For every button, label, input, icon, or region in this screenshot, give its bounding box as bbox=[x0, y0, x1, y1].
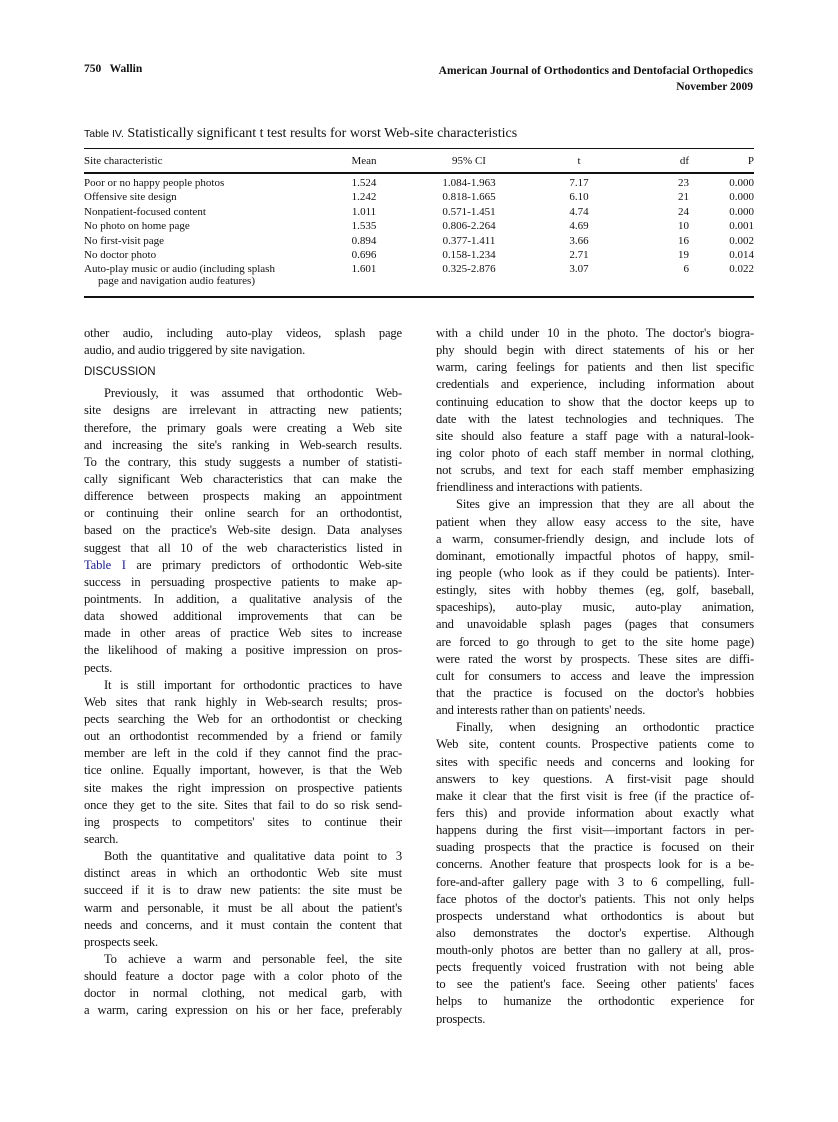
cell-text: 24 bbox=[678, 205, 689, 218]
table-top-rule bbox=[84, 148, 754, 149]
cell-mean bbox=[334, 220, 394, 234]
text-line: date with the latest technologies and techniques. The bbox=[436, 411, 754, 426]
cell-text: 3.07 bbox=[569, 263, 589, 276]
text-line: other audio, including auto-play videos, splash page bbox=[84, 326, 402, 340]
text-line: warm and personable, it must be all about the patient's bbox=[84, 900, 402, 915]
text-line: make it clear that the first visit is free (if the practice of- bbox=[436, 788, 754, 803]
cell-text: 7.17 bbox=[569, 177, 589, 189]
text-line: suggest that all 10 of the web characteristics listed in bbox=[84, 540, 402, 555]
text-line: to see the patient's face. Seeing other patients' faces bbox=[436, 977, 754, 992]
text-line: data showed additional improvements that can be bbox=[84, 609, 402, 624]
cell-p bbox=[689, 263, 754, 287]
col-header: Site characteristic bbox=[84, 155, 163, 167]
cell-df bbox=[614, 220, 689, 234]
text-line: helps to humanize the orthodontic experience for bbox=[436, 994, 754, 1009]
table-row bbox=[84, 235, 754, 249]
text-line: pects. bbox=[84, 660, 113, 675]
cell-t bbox=[544, 263, 614, 287]
cell-characteristic bbox=[84, 172, 334, 191]
cell-t bbox=[544, 220, 614, 234]
cell-characteristic bbox=[84, 235, 334, 249]
cell-text: 19 bbox=[678, 248, 689, 261]
text-line: were rated the worst by prospects. These sites are diffi- bbox=[436, 651, 754, 666]
text-line: based on the practice's Web-site design. Data analyses bbox=[84, 523, 402, 538]
text-line: Web site, content counts. Prospective patients come to bbox=[436, 737, 754, 752]
cell-text: Poor or no happy people photos bbox=[84, 177, 225, 189]
text-line: Previously, it was assumed that orthodontic Web- bbox=[104, 386, 402, 401]
text-line: succeed if it is to draw new patients: the site must be bbox=[84, 883, 402, 898]
cell-text: 1.242 bbox=[351, 191, 377, 204]
cell-characteristic bbox=[84, 263, 334, 287]
text-line: estingly, sites with hobby themes (eg, golf, baseball, bbox=[436, 583, 754, 598]
text-line: happens during the first visit—important factors in per- bbox=[436, 823, 754, 838]
cell-text: 23 bbox=[678, 177, 689, 189]
text-line: fore-and-after gallery page with 3 to 6 compelling, full- bbox=[436, 874, 754, 889]
text-line: success in persuading prospective patients to make ap- bbox=[84, 574, 402, 589]
table-row bbox=[84, 172, 754, 191]
col-header: P bbox=[747, 155, 754, 167]
cell-mean bbox=[334, 191, 394, 205]
text-line: To the contrary, this study suggests a number of statisti- bbox=[84, 454, 402, 469]
cell-characteristic bbox=[84, 249, 334, 263]
text-line: continuing education to show that the doctor keeps up to bbox=[436, 394, 754, 409]
cell-ci bbox=[394, 206, 544, 220]
cell-p bbox=[689, 191, 754, 205]
paragraph bbox=[84, 385, 402, 676]
text-line: also demonstrates the doctor's expertise. Although bbox=[436, 925, 754, 940]
text-line: and interests rather than on patients' needs. bbox=[436, 703, 646, 718]
text-line: spaceships), auto-play music, auto-play animation, bbox=[436, 600, 754, 615]
text-line: once they get to the site. Sites that fail to do so risk send- bbox=[84, 797, 402, 812]
cell-text: 6.10 bbox=[569, 191, 589, 204]
table-label: Table IV. bbox=[84, 128, 124, 140]
text-line: answers to key questions. A first-visit page should bbox=[436, 771, 754, 786]
cell-text: 0.000 bbox=[729, 177, 754, 189]
text-line: and increasing the site's ranking in Web-search results. bbox=[84, 437, 402, 452]
cell-df bbox=[614, 235, 689, 249]
text-line: friendliness and interactions with patients. bbox=[436, 480, 643, 495]
cell-text: 10 bbox=[678, 220, 689, 233]
cell-text: 3.66 bbox=[569, 234, 589, 247]
cell-ci bbox=[394, 235, 544, 249]
text-column-left bbox=[84, 325, 402, 1019]
text-line: pointments. In addition, a qualitative analysis of the bbox=[84, 591, 402, 606]
cell-text: 16 bbox=[678, 234, 689, 247]
text-line: cally significant Web characteristics that can make the bbox=[84, 471, 402, 486]
page-number: 750 bbox=[84, 63, 102, 75]
text-line: Finally, when designing an orthodontic practice bbox=[456, 720, 754, 735]
journal-name: American Journal of Orthodontics and Dentofacial Orthopedics bbox=[438, 65, 753, 77]
cell-p bbox=[689, 235, 754, 249]
paragraph bbox=[436, 496, 754, 719]
text-line: made in other areas of practice Web sites to increase bbox=[84, 626, 402, 641]
text-line: are forced to go through to get to the site home page) bbox=[436, 634, 754, 649]
col-header: t bbox=[577, 155, 581, 167]
text-line: ing color photo of each staff member in normal clothing, bbox=[436, 445, 754, 460]
text-line: fers this) and provide information about exactly what bbox=[436, 805, 754, 820]
cell-t bbox=[544, 235, 614, 249]
cell-text: No doctor photo bbox=[84, 248, 157, 261]
text-line: Both the quantitative and qualitative data point to 3 bbox=[104, 849, 402, 864]
issue-date: November 2009 bbox=[676, 81, 753, 93]
cell-text: 6 bbox=[683, 263, 689, 276]
text-line: should feature a doctor page with a color photo of the bbox=[84, 969, 402, 984]
cell-df bbox=[614, 263, 689, 287]
cell-text: Offensive site design bbox=[84, 191, 177, 204]
cell-text: 0.000 bbox=[729, 205, 754, 218]
text-line: phy should begin with direct statements of his or her bbox=[436, 343, 754, 358]
text-line: difference between prospects making an appointment bbox=[84, 489, 402, 504]
cell-text: 0.818-1.665 bbox=[442, 191, 496, 204]
text-line: cult for consumers to access and leave the impression bbox=[436, 668, 754, 683]
text-line: Sites give an impression that they are all about the bbox=[456, 497, 754, 512]
cell-df bbox=[614, 206, 689, 220]
text-line: tice online. Equally important, however, is that the Web bbox=[84, 763, 402, 778]
text-line: pects frequently voiced frustration with not being able bbox=[436, 960, 754, 975]
cell-mean bbox=[334, 206, 394, 220]
cell-df bbox=[614, 249, 689, 263]
table-header-row bbox=[84, 150, 754, 172]
cell-text: 1.084-1.963 bbox=[442, 177, 496, 189]
cell-text: 0.325-2.876 bbox=[442, 263, 496, 276]
text-line: pects searching the Web for an orthodontist or checking bbox=[84, 711, 402, 726]
cell-text: Auto-play music or audio (including splash bbox=[84, 263, 275, 276]
cell-ci bbox=[394, 249, 544, 263]
col-header: 95% CI bbox=[452, 155, 486, 167]
cell-text: No first-visit page bbox=[84, 234, 165, 247]
cell-characteristic bbox=[84, 220, 334, 234]
results-table bbox=[84, 150, 754, 287]
text-line: credentials and experience, including information about bbox=[436, 377, 754, 392]
cell-df bbox=[614, 172, 689, 191]
text-line: suading prospects that the practice is focused on their bbox=[436, 840, 754, 855]
table-bottom-rule bbox=[84, 296, 754, 298]
cell-ci bbox=[394, 263, 544, 287]
cell-text: 0.571-1.451 bbox=[442, 205, 496, 218]
text-line: and unavoidable splash pages (pages that consumers bbox=[436, 617, 754, 632]
running-header-right bbox=[439, 63, 753, 95]
table-row bbox=[84, 263, 754, 287]
text-line: prospects understand what orthodontics is about but bbox=[436, 908, 754, 923]
cell-p bbox=[689, 172, 754, 191]
paragraph bbox=[84, 677, 402, 848]
running-header-left bbox=[84, 63, 142, 75]
cell-t bbox=[544, 172, 614, 191]
text-line: site should also feature a staff page with a natural-look- bbox=[436, 428, 754, 443]
text-column-right bbox=[436, 325, 754, 1028]
cell-text: 0.158-1.234 bbox=[442, 248, 496, 261]
cell-p bbox=[689, 220, 754, 234]
cell-mean bbox=[334, 263, 394, 287]
cell-text: 0.806-2.264 bbox=[442, 220, 496, 233]
author: Wallin bbox=[109, 63, 143, 75]
table-row bbox=[84, 249, 754, 263]
text-line: that the practice is focused on the doctor's hobbies bbox=[436, 685, 754, 700]
text-line: the likelihood of making a positive impression on pros- bbox=[84, 643, 402, 658]
col-header: Mean bbox=[351, 155, 377, 167]
text-line: Table I are primary predictors of orthodontic Web-site bbox=[84, 557, 402, 572]
cell-text: 0.014 bbox=[729, 248, 754, 261]
cell-mean bbox=[334, 249, 394, 263]
text-line: audio, and audio triggered by site navigation. bbox=[84, 343, 306, 358]
text-line: distinct areas in which an orthodontic Web site must bbox=[84, 866, 402, 881]
cell-text: 1.601 bbox=[351, 263, 377, 276]
cell-ci bbox=[394, 220, 544, 234]
text-line: doctor in normal clothing, not medical garb, with bbox=[84, 986, 402, 1001]
cell-text: 0.377-1.411 bbox=[442, 234, 496, 247]
cell-text-continued: page and navigation audio features) bbox=[98, 275, 255, 288]
cell-text: 2.71 bbox=[569, 248, 589, 261]
text-line: a warm, caring expression on his or her face, preferably bbox=[84, 1003, 402, 1018]
cell-text: 0.894 bbox=[351, 234, 377, 247]
cell-t bbox=[544, 206, 614, 220]
cell-ci bbox=[394, 172, 544, 191]
table-row bbox=[84, 206, 754, 220]
col-header: df bbox=[679, 155, 689, 167]
cell-text: 1.535 bbox=[351, 220, 377, 233]
text-line: site designs are irrelevant in attracting new patients; bbox=[84, 403, 402, 418]
cell-text: 0.001 bbox=[729, 220, 754, 233]
text-line: ing prospects to competitors' sites to continue their bbox=[84, 814, 402, 829]
paragraph bbox=[436, 325, 754, 496]
cell-text: 1.011 bbox=[351, 205, 377, 218]
paragraph bbox=[84, 848, 402, 951]
cell-text: 1.524 bbox=[351, 177, 377, 189]
text-line: site makes the right impression on prospective patients bbox=[84, 780, 402, 795]
text-line: prospects. bbox=[436, 1011, 486, 1026]
cell-characteristic bbox=[84, 206, 334, 220]
cell-text: No photo on home page bbox=[84, 220, 190, 233]
text-line: not scrubs, and text for each staff member emphasizing bbox=[436, 463, 754, 478]
text-line: It is still important for orthodontic practices to have bbox=[104, 677, 402, 692]
section-heading: DISCUSSION bbox=[84, 366, 156, 379]
text-line: concerns. Another feature that prospects look for is a be- bbox=[436, 857, 754, 872]
table-row bbox=[84, 220, 754, 234]
text-line: warm, caring feelings for patients and then list specific bbox=[436, 360, 754, 375]
table-row bbox=[84, 191, 754, 205]
text-line: sites with specific needs and concerns and looking for bbox=[436, 754, 754, 769]
table-reference-link[interactable]: Table I bbox=[84, 557, 126, 572]
text-line: or continuing their online search for an orthodontist, bbox=[84, 506, 402, 521]
text-line: face photos of the doctor's patients. This not only helps bbox=[436, 891, 754, 906]
text-line: mouth-only photos are better than no gallery at all, pros- bbox=[436, 943, 754, 958]
cell-text: 4.69 bbox=[569, 220, 589, 233]
text-line: dominant, emotionally impactful photos of happy, smil- bbox=[436, 548, 754, 563]
text-line: patient when they allow easy access to the site, have bbox=[436, 514, 754, 529]
cell-text: 0.696 bbox=[351, 248, 377, 261]
text-line: prospects seek. bbox=[84, 934, 158, 949]
cell-text: 0.022 bbox=[729, 263, 754, 276]
table-title: Statistically significant t test results for worst Web-site characteristics bbox=[127, 126, 518, 141]
text-line: ing people (who look as if they could be patients). Inter- bbox=[436, 565, 754, 580]
text-line: search. bbox=[84, 831, 119, 846]
cell-text: 4.74 bbox=[569, 205, 589, 218]
table-caption bbox=[84, 126, 517, 142]
cell-text: 21 bbox=[678, 191, 689, 204]
text-line: therefore, the primary goals were creating a Web site bbox=[84, 420, 402, 435]
cell-text: 0.000 bbox=[729, 191, 754, 204]
cell-text: 0.002 bbox=[729, 234, 754, 247]
paragraph bbox=[436, 719, 754, 1028]
cell-characteristic bbox=[84, 191, 334, 205]
text-line: with a child under 10 in the photo. The doctor's biogra- bbox=[436, 326, 754, 340]
cell-df bbox=[614, 191, 689, 205]
text-line: needs and concerns, and it must contain the content that bbox=[84, 917, 402, 932]
text-line: Web sites that rank highly in Web-search results; pros- bbox=[84, 694, 402, 709]
cell-t bbox=[544, 191, 614, 205]
cell-t bbox=[544, 249, 614, 263]
cell-p bbox=[689, 206, 754, 220]
cell-mean bbox=[334, 172, 394, 191]
paragraph bbox=[84, 325, 402, 359]
paragraph bbox=[84, 951, 402, 1020]
cell-ci bbox=[394, 191, 544, 205]
cell-mean bbox=[334, 235, 394, 249]
cell-p bbox=[689, 249, 754, 263]
text-line: out an orthodontist recommended by a friend or family bbox=[84, 729, 402, 744]
text-line: member are left in the cold if they cannot find the prac- bbox=[84, 746, 402, 761]
text-line: To achieve a warm and personable feel, the site bbox=[104, 951, 402, 966]
cell-text: Nonpatient-focused content bbox=[84, 205, 206, 218]
text-line: a warm, consumer-friendly design, and include lots of bbox=[436, 531, 754, 546]
